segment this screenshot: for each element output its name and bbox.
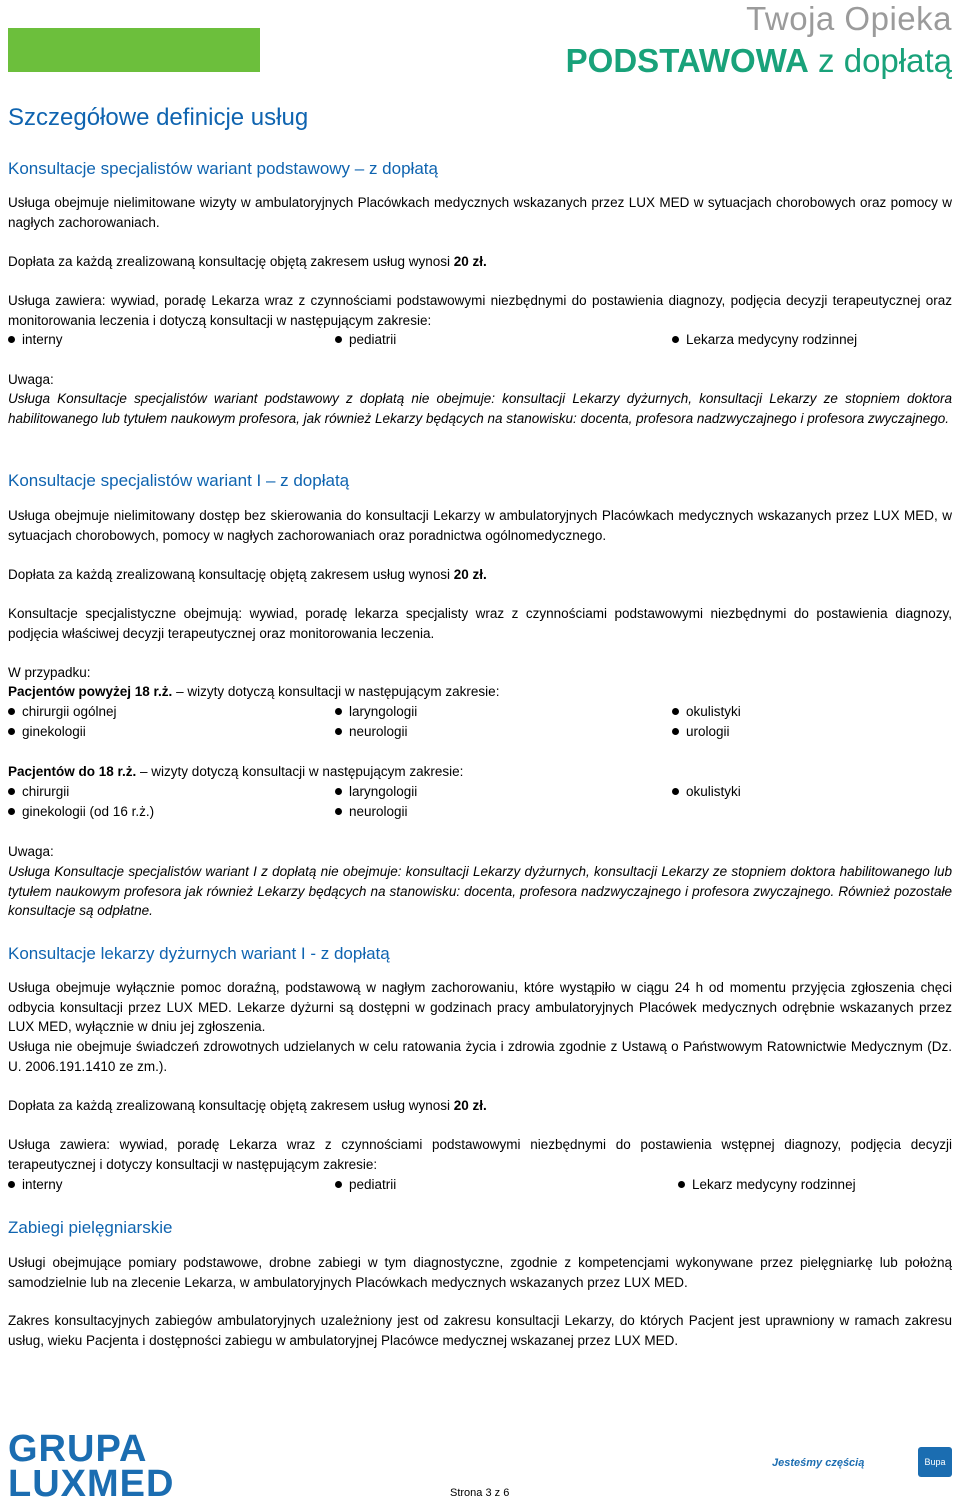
- fee-value: 20 zł.: [453, 567, 487, 582]
- list-item-label: okulistyki: [686, 784, 741, 799]
- list-item-label: laryngologii: [349, 784, 418, 799]
- child-heading: [8, 762, 952, 782]
- note-text: Usługa Konsultacje specjalistów wariant I z dopłatą nie obejmuje: konsultacji Lekarzy dyżurnych, konsultacji Lekarzy ze stopniem doktora habilitowanego lub tytułem naukowym profesora jak również Lekarzy będących na stanowisku: docenta, profesora nadzwyczajnego i profesora zwyczajnego. Również pozostałe konsultacje są odpłatne.: [8, 864, 952, 918]
- bullet-icon: [335, 808, 342, 815]
- fee-text: Dopłata za każdą zrealizowaną konsultację objętą zakresem usług wynosi: [8, 1098, 454, 1113]
- list-item-label: okulistyki: [686, 704, 741, 719]
- page-number: [450, 1487, 509, 1499]
- bullet-icon: [335, 1181, 342, 1188]
- bullet-icon: [8, 788, 15, 795]
- bullet-icon: [678, 1181, 685, 1188]
- paragraph: Usługi obejmujące pomiary podstawowe, drobne zabiegi w tym diagnostyczne, zgodnie z kompetencjami wykonywane przez pielęgniarkę lub położną samodzielnie lub na zlecenie Lekarza, w ambulatoryjnych Placówkach medycznych wskazanych przez LUX MED.: [8, 1255, 952, 1290]
- list-item-label: pediatrii: [349, 1177, 397, 1192]
- note-label: Uwaga:: [8, 844, 54, 859]
- list-item: [672, 782, 741, 802]
- list-item: [672, 330, 857, 350]
- fee-line: [8, 252, 952, 272]
- adult-heading: [8, 682, 952, 702]
- slogan: Jesteśmy częścią: [772, 1457, 865, 1469]
- paragraph: Usługa zawiera: wywiad, poradę Lekarza wraz z czynnościami podstawowymi niezbędnymi do postawienia wstępnej diagnozy, podjęcia decyzji terapeutycznej i dotyczy konsultacji w następującym zakresie:: [8, 1137, 952, 1172]
- list-item-label: interny: [22, 332, 63, 347]
- bullet-icon: [672, 336, 679, 343]
- bullet-icon: [8, 808, 15, 815]
- list-item-label: chirurgii ogólnej: [22, 704, 117, 719]
- fee-text: Dopłata za każdą zrealizowaną konsultację objętą zakresem usług wynosi: [8, 567, 454, 582]
- note-label: Uwaga:: [8, 372, 54, 387]
- case-label: W przypadku:: [8, 665, 91, 680]
- adult-rest: – wizyty dotyczą konsultacji w następującym zakresie:: [172, 684, 500, 699]
- bullet-icon: [672, 728, 679, 735]
- list-item-label: neurologii: [349, 804, 408, 819]
- list-item-label: urologii: [686, 724, 730, 739]
- bullet-icon: [335, 728, 342, 735]
- list-item: [8, 722, 86, 742]
- bullet-icon: [8, 708, 15, 715]
- brand-rest: z dopłatą: [808, 42, 952, 79]
- page-mid: z: [491, 1487, 504, 1499]
- list-item: [8, 702, 117, 722]
- adult-label: Pacjentów powyżej 18 r.ż.: [8, 684, 173, 699]
- list-item: [672, 702, 741, 722]
- list-item-label: pediatrii: [349, 332, 397, 347]
- fee-value: 20 zł.: [453, 1098, 487, 1113]
- page-title: Szczegółowe definicje usług: [8, 104, 309, 131]
- header-color-bar: [8, 28, 260, 72]
- brand-line-1: Twoja Opieka: [746, 0, 952, 37]
- note-text: Usługa Konsultacje specjalistów wariant podstawowy z dopłatą nie obejmuje: konsultacji Lekarzy dyżurnych, konsultacji Lekarzy ze stopniem doktora habilitowanego lub tytułem naukowym profesora, jak również Lekarzy będących na stanowisku: docenta, profesora nadzwyczajnego i profesora zwyczajnego.: [8, 391, 952, 426]
- paragraph: Usługa zawiera: wywiad, poradę Lekarza wraz z czynnościami podstawowymi niezbędnymi do postawienia diagnozy, podjęcia decyzji terapeutycznej oraz monitorowania leczenia i dotyczą konsultacji w następującym zakresie:: [8, 293, 952, 328]
- list-item-label: interny: [22, 1177, 63, 1192]
- bullet-icon: [8, 1181, 15, 1188]
- child-rest: – wizyty dotyczą konsultacji w następującym zakresie:: [136, 764, 464, 779]
- list-item: [8, 330, 63, 350]
- bullet-icon: [8, 728, 15, 735]
- list-item-label: ginekologii (od 16 r.ż.): [22, 804, 155, 819]
- paragraph: Zakres konsultacyjnych zabiegów ambulatoryjnych uzależniony jest od zakresu konsultacji Lekarzy, do których Pacjent jest uprawniony w ramach zakresu usług, wieku Pacjenta i dostępności zabiegu w ambulatoryjnej Placówce medycznej wskazanej przez LUX MED.: [8, 1313, 952, 1348]
- section-title: Konsultacje specjalistów wariant I – z dopłatą: [8, 471, 350, 490]
- child-label: Pacjentów do 18 r.ż.: [8, 764, 137, 779]
- bullet-icon: [335, 788, 342, 795]
- fee-line: [8, 1096, 952, 1116]
- fee-text: Dopłata za każdą zrealizowaną konsultację objętą zakresem usług wynosi: [8, 254, 454, 269]
- fee-value: 20 zł.: [453, 254, 487, 269]
- bullet-icon: [672, 788, 679, 795]
- section-title: Konsultacje specjalistów wariant podstawowy – z dopłatą: [8, 159, 438, 178]
- brand-bold: PODSTAWOWA: [565, 42, 809, 79]
- bullet-icon: [335, 708, 342, 715]
- list-item-label: neurologii: [349, 724, 408, 739]
- list-item-label: ginekologii: [22, 724, 86, 739]
- section-title: Konsultacje lekarzy dyżurnych wariant I - z dopłatą: [8, 944, 390, 963]
- paragraph: Usługa obejmuje nielimitowane wizyty w ambulatoryjnych Placówkach medycznych wskazanych przez LUX MED w sytuacjach chorobowych oraz pomocy w nagłych zachorowaniach.: [8, 195, 952, 230]
- bullet-icon: [8, 336, 15, 343]
- list-item: [335, 702, 417, 722]
- list-item: [8, 802, 154, 822]
- list-item-label: Lekarz medycyny rodzinnej: [692, 1177, 856, 1192]
- list-item: [335, 330, 396, 350]
- luxmed-logo: [8, 1428, 175, 1505]
- bullet-icon: [672, 708, 679, 715]
- page-prefix: Strona: [450, 1487, 486, 1499]
- list-item: [8, 1175, 63, 1195]
- list-item: [335, 722, 408, 742]
- logo-line-1: GRUPA: [8, 1428, 148, 1470]
- bullet-icon: [335, 336, 342, 343]
- brand-line-2: [566, 42, 952, 80]
- fee-line: [8, 565, 952, 585]
- bupa-logo: Bupa: [918, 1447, 952, 1477]
- list-item: [335, 802, 408, 822]
- list-item: [335, 782, 417, 802]
- list-item-label: laryngologii: [349, 704, 418, 719]
- page-current: 3: [485, 1487, 492, 1499]
- list-item: [8, 782, 69, 802]
- paragraph: Konsultacje specjalistyczne obejmują: wywiad, poradę lekarza specjalisty wraz z czynnościami podstawowymi niezbędnymi do postawienia diagnozy, podjęcia właściwej decyzji terapeutycznej oraz monitorowania leczenia.: [8, 606, 952, 641]
- list-item-label: chirurgii: [22, 784, 70, 799]
- paragraph: Usługa obejmuje nielimitowany dostęp bez skierowania do konsultacji Lekarzy w ambulatoryjnych Placówkach medycznych wskazanych przez LUX MED, w sytuacjach chorobowych, pomocy w nagłych zachorowaniach oraz poradnictwa ogólnomedycznego.: [8, 508, 952, 543]
- logo-line-2: LUXMED: [8, 1463, 175, 1505]
- paragraph: Usługa obejmuje wyłącznie pomoc doraźną, podstawową w nagłym zachorowaniu, które wystąpiło w ciągu 24 h od momentu przyjęcia zgłoszenia chęci odbycia konsultacji przez LUX MED. Lekarze dyżurni są dostępni w godzinach pracy ambulatoryjnych Placówek medycznych odrębnie wskazanych przez LUX MED, wyłącznie w dniu jej zgłoszenia.: [8, 980, 952, 1034]
- paragraph: Usługa nie obejmuje świadczeń zdrowotnych udzielanych w celu ratowania życia i zdrowia zgodnie z Ustawą o Państwowym Ratownictwie Medycznym (Dz. U. 2006.191.1410 ze zm.).: [8, 1039, 952, 1074]
- list-item-label: Lekarza medycyny rodzinnej: [686, 332, 858, 347]
- section-title: Zabiegi pielęgniarskie: [8, 1218, 173, 1237]
- list-item: [678, 1175, 856, 1195]
- list-item: [335, 1175, 396, 1195]
- page-total: 6: [503, 1487, 510, 1499]
- list-item: [672, 722, 730, 742]
